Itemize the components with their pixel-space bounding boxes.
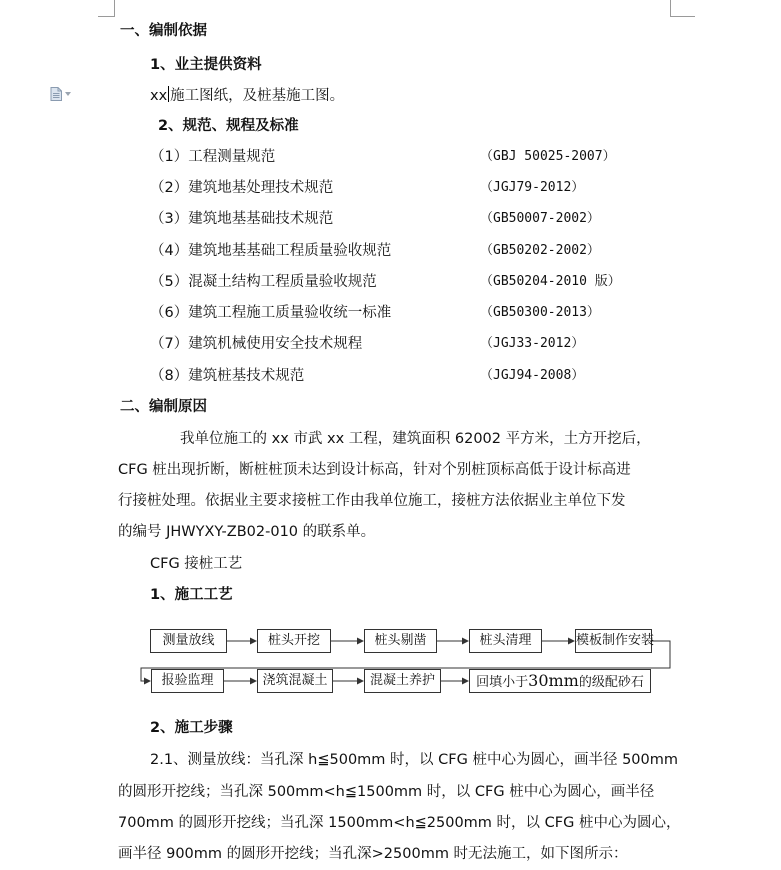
flow-step-supervision-inspection: 报验监理 bbox=[151, 669, 224, 693]
standard-code: （GB50300-2013） bbox=[480, 305, 600, 320]
standard-name: （1）工程测量规范 bbox=[150, 149, 276, 165]
standard-code: （JGJ33-2012） bbox=[480, 336, 585, 351]
owner-materials-body: 施工图纸，及桩基施工图。 bbox=[170, 88, 345, 104]
standard-code: （JGJ94-2008） bbox=[480, 368, 585, 383]
cfg-process-title: CFG 接桩工艺 bbox=[150, 556, 243, 572]
steps-paragraph-line: 2.1、测量放线：当孔深 h≦500mm 时，以 CFG 桩中心为圆心，画半径 500mm bbox=[150, 752, 678, 768]
standard-name: （7）建筑机械使用安全技术规程 bbox=[150, 336, 363, 352]
standard-name: （8）建筑桩基技术规范 bbox=[150, 368, 305, 384]
flow-step-pile-head-excavation: 桩头开挖 bbox=[257, 629, 331, 653]
steps-paragraph-line: 画半径 900mm 的圆形开挖线；当孔深>2500mm 时无法施工，如下图所示： bbox=[118, 846, 628, 862]
subheading-standards: 2、规范、规程及标准 bbox=[158, 118, 299, 134]
steps-paragraph-line: 的圆形开挖线；当孔深 500mm<h≦1500mm 时，以 CFG 桩中心为圆心，画半径 bbox=[118, 784, 655, 800]
flow-step-concrete-pouring: 浇筑混凝土 bbox=[257, 669, 333, 693]
standard-name: （4）建筑地基基础工程质量验收规范 bbox=[150, 243, 392, 259]
reason-paragraph-line: 的编号 JHWYXY-ZB02-010 的联系单。 bbox=[118, 524, 376, 540]
backfill-label-b: 的级配砂石 bbox=[578, 675, 644, 690]
flow-step-formwork: 模板制作安装 bbox=[575, 629, 652, 653]
reason-paragraph-line: 行接桩处理。依据业主要求接桩工作由我单位施工，接桩方法依据业主单位下发 bbox=[118, 493, 626, 509]
reason-paragraph-line: CFG 桩出现折断，断桩桩顶未达到设计标高，针对个别桩顶标高低于设计标高进 bbox=[118, 462, 631, 478]
backfill-label-a: 回填小于 bbox=[476, 675, 529, 690]
standard-code: （GB50007-2002） bbox=[480, 211, 600, 226]
owner-materials-prefix: xx bbox=[150, 88, 168, 104]
standard-code: （JGJ79-2012） bbox=[480, 180, 585, 195]
flow-step-survey: 测量放线 bbox=[150, 629, 227, 653]
section-heading-reason: 二、编制原因 bbox=[120, 399, 207, 415]
flow-step-backfill bbox=[469, 669, 651, 693]
standard-name: （3）建筑地基基础技术规范 bbox=[150, 211, 334, 227]
subheading-construction-steps: 2、施工步骤 bbox=[150, 720, 233, 736]
standard-code: （GB50204-2010 版） bbox=[480, 274, 621, 289]
flow-step-concrete-curing: 混凝土养护 bbox=[364, 669, 441, 693]
steps-paragraph-line: 700mm 的圆形开挖线；当孔深 1500mm<h≦2500mm 时，以 CFG 桩中心为圆心， bbox=[118, 815, 681, 831]
subheading-owner-materials: 1、业主提供资料 bbox=[150, 57, 262, 73]
flow-step-pile-head-cleaning: 桩头清理 bbox=[469, 629, 542, 653]
standard-name: （5）混凝土结构工程质量验收规范 bbox=[150, 274, 377, 290]
standard-name: （2）建筑地基处理技术规范 bbox=[150, 180, 334, 196]
standard-code: （GB50202-2002） bbox=[480, 243, 600, 258]
standard-name: （6）建筑工程施工质量验收统一标准 bbox=[150, 305, 392, 321]
subheading-construction-process: 1、施工工艺 bbox=[150, 587, 233, 603]
flow-step-pile-head-chiseling: 桩头剔凿 bbox=[364, 629, 437, 653]
section-heading-basis: 一、编制依据 bbox=[120, 23, 207, 39]
reason-paragraph-line: 我单位施工的 xx 市武 xx 工程，建筑面积 62002 平方米，土方开挖后， bbox=[180, 431, 651, 447]
standard-code: （GBJ 50025-2007） bbox=[480, 149, 616, 164]
backfill-size: 30mm bbox=[528, 671, 579, 690]
